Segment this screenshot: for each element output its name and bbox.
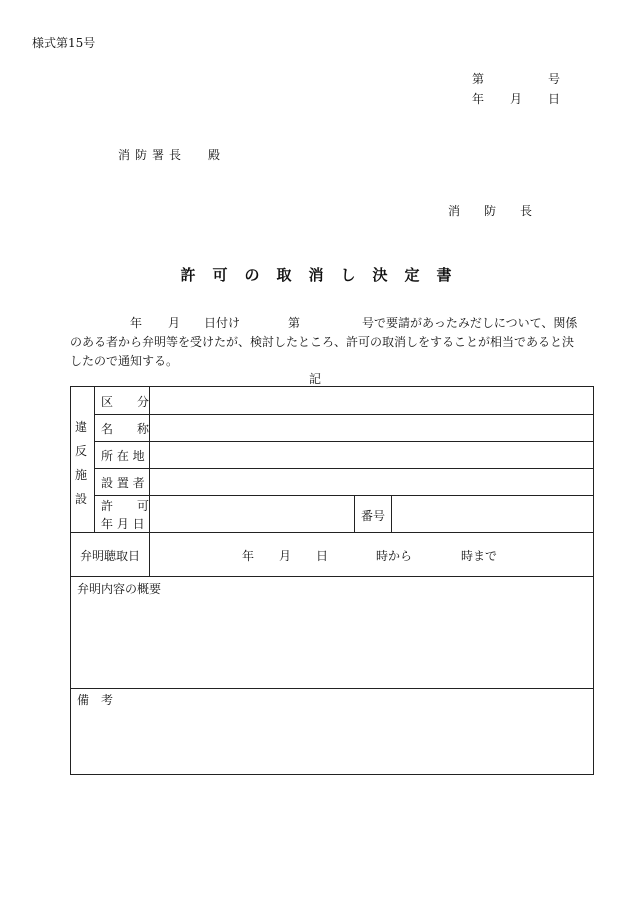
row-kubun-label: 区 分 — [101, 395, 150, 409]
body-month: 月 — [168, 316, 181, 330]
row-kyoka-label-2: 年 月 日 — [101, 517, 145, 531]
body-year: 年 — [130, 316, 143, 330]
title-char: 消 — [308, 266, 324, 284]
row-setchisha-label: 設 置 者 — [101, 476, 145, 490]
body-dai: 第 — [288, 316, 301, 330]
hearing-until: 時まで — [461, 549, 498, 563]
addressee: 消防署長 — [118, 148, 187, 162]
body-dated: 日付け — [204, 316, 241, 330]
form-number: 様式第15号 — [32, 36, 96, 50]
title-char: 取 — [276, 266, 292, 284]
hearing-day: 日 — [316, 549, 329, 563]
hearing-date-label: 弁明聴取日 — [80, 549, 141, 563]
ki-label: 記 — [309, 372, 322, 386]
hearing-from: 時から — [376, 549, 413, 563]
header-date-month: 月 — [510, 92, 523, 106]
addressee-honorific: 殿 — [208, 148, 221, 162]
hearing-year: 年 — [242, 549, 255, 563]
title-char: 書 — [436, 266, 452, 284]
hearing-month: 月 — [279, 549, 292, 563]
body-line1-rest: 号で要請があったみだしについて、関係 — [362, 316, 578, 330]
title-char: 決 — [372, 266, 388, 284]
title-char: の — [244, 266, 260, 284]
title-char: 可 — [212, 266, 228, 284]
body-line2: のある者から弁明等を受けたが、検討したところ、許可の取消しをすることが相当であると決 — [70, 335, 575, 349]
body-line3: したので通知する。 — [70, 354, 179, 368]
header-date-year: 年 — [472, 92, 485, 106]
title-char: 許 — [180, 266, 196, 284]
title-char: 定 — [404, 266, 420, 284]
form-table — [70, 386, 594, 775]
row-kyoka-label-1: 許 可 — [101, 499, 150, 513]
sender: 消防長 — [448, 204, 557, 218]
header-number-prefix: 第 — [472, 72, 485, 86]
header-number-suffix: 号 — [548, 72, 561, 86]
row-bango-label: 番号 — [361, 509, 386, 523]
summary-label: 弁明内容の概要 — [77, 582, 162, 596]
row-shozaichi-label: 所 在 地 — [101, 449, 145, 463]
row-meisho-label: 名 称 — [101, 422, 150, 436]
title-char: し — [340, 266, 356, 284]
remarks-label: 備 考 — [77, 693, 114, 707]
header-date-day: 日 — [548, 92, 561, 106]
document-title — [172, 264, 460, 285]
violation-facility-label: 違 反 施 設 — [75, 420, 88, 506]
